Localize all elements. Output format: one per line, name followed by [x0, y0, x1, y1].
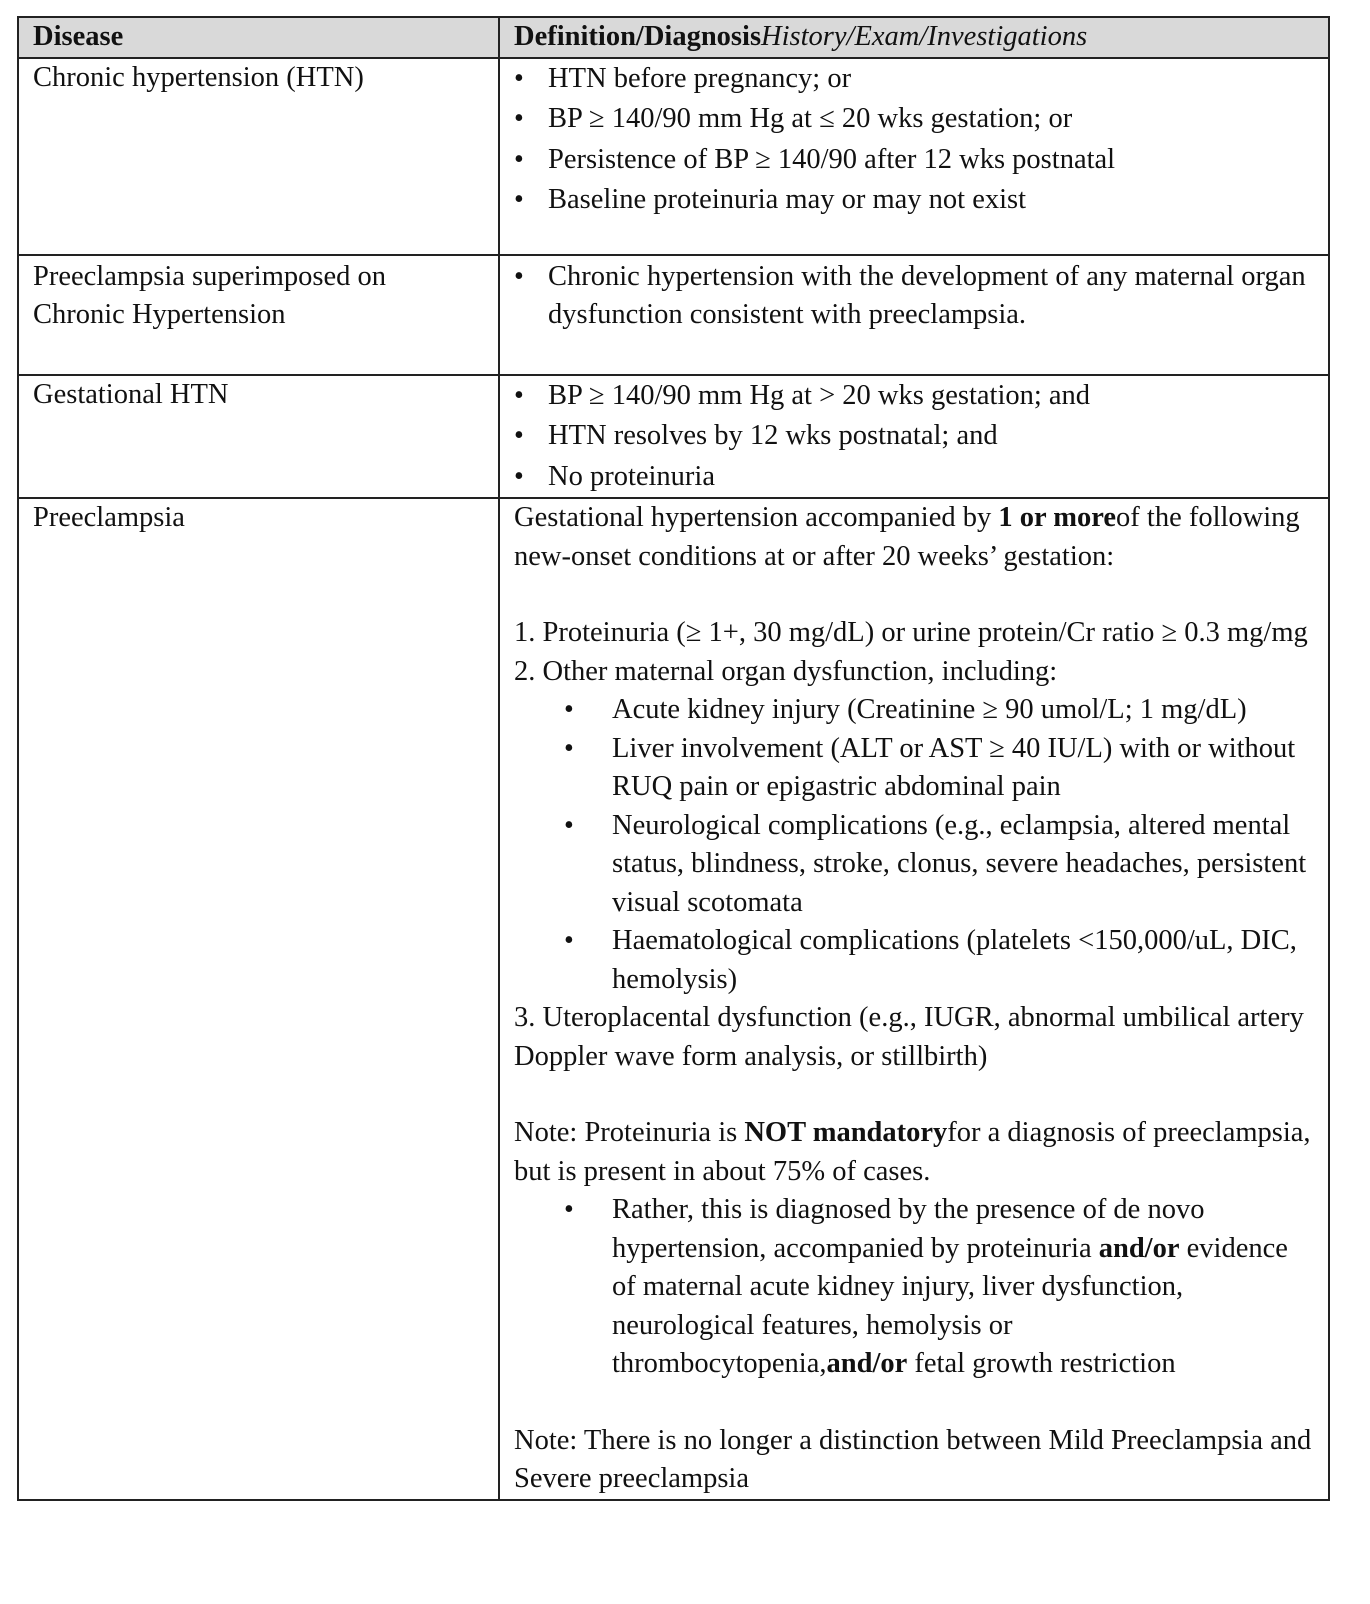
list-item: • Haematological complications (platelets <150,000/uL, DIC, hemolysis) [514, 922, 1314, 999]
note-text: evidence of maternal acute kidney injury, liver dysfunction, neurological features, hemolysis or thrombocytopenia, [612, 1232, 1288, 1379]
list-item [514, 1191, 1314, 1384]
definition-cell [499, 498, 1329, 1500]
header-definition [499, 17, 1329, 58]
disease-cell [18, 375, 499, 499]
list-item: • BP ≥ 140/90 mm Hg at ≤ 20 wks gestation; or [514, 99, 1314, 140]
criteria-list [514, 256, 1314, 335]
table-row [18, 58, 1329, 255]
note-list [514, 1191, 1314, 1384]
definition-cell [499, 255, 1329, 375]
list-item: • Baseline proteinuria may or may not exist [514, 180, 1314, 221]
disease-cell [18, 255, 499, 375]
note-text: Note: Proteinuria is [514, 1117, 745, 1148]
disease-name: Gestational HTN [33, 378, 229, 410]
criterion-proteinuria: 1. Proteinuria (≥ 1+, 30 mg/dL) or urine protein/Cr ratio ≥ 0.3 mg/mg [514, 617, 1308, 648]
note-classification: Note: There is no longer a distinction between Mild Preeclampsia and Severe preeclampsia [514, 1424, 1312, 1494]
list-item: • Persistence of BP ≥ 140/90 after 12 wks postnatal [514, 140, 1314, 181]
note-text: fetal growth restriction [907, 1348, 1176, 1379]
disease-name: Preeclampsia superimposed on Chronic Hypertension [33, 260, 386, 330]
list-item: • Chronic hypertension with the development of any maternal organ dysfunction consistent with preeclampsia. [514, 258, 1314, 335]
intro-text: of the following new-onset conditions at or after 20 weeks’ gestation: [514, 502, 1300, 572]
table-header-row [18, 17, 1329, 58]
list-item: • No proteinuria [514, 457, 1314, 498]
definition-cell [499, 375, 1329, 499]
criteria-list [514, 376, 1314, 498]
disease-name: Preeclampsia [33, 502, 185, 533]
list-item: • Liver involvement (ALT or AST ≥ 40 IU/L) with or without RUQ pain or epigastric abdominal pain [514, 730, 1314, 807]
list-item: • Neurological complications (e.g., eclampsia, altered mental status, blindness, stroke, clonus, severe headaches, persistent visual scotomata [514, 807, 1314, 923]
list-item: • BP ≥ 140/90 mm Hg at > 20 wks gestation; and [514, 376, 1314, 417]
note-emphasis: and/or [1098, 1232, 1180, 1264]
disease-cell [18, 498, 499, 1500]
criterion-organ-dysfunction: 2. Other maternal organ dysfunction, including: [514, 655, 1058, 687]
disease-cell [18, 58, 499, 255]
note-emphasis: and/or [826, 1348, 908, 1379]
table-row [18, 498, 1329, 1500]
header-history-label: History/Exam/Investigations [761, 21, 1088, 52]
note-proteinuria [514, 1114, 1314, 1191]
list-item: • Acute kidney injury (Creatinine ≥ 90 umol/L; 1 mg/dL) [514, 691, 1314, 730]
intro-emphasis: 1 or more [998, 502, 1117, 533]
header-disease [18, 17, 499, 58]
table-row [18, 255, 1329, 375]
list-item: • HTN before pregnancy; or [514, 59, 1314, 100]
criterion-uteroplacental: 3. Uteroplacental dysfunction (e.g., IUGR, abnormal umbilical artery Doppler wave form analysis, or stillbirth) [514, 1002, 1304, 1072]
list-item: • HTN resolves by 12 wks postnatal; and [514, 416, 1314, 457]
diagnosis-table [17, 16, 1330, 1501]
header-disease-label: Disease [33, 21, 124, 52]
table-row [18, 375, 1329, 499]
definition-cell [499, 58, 1329, 255]
intro-text: Gestational hypertension accompanied by [514, 502, 999, 533]
disease-name: Chronic hypertension (HTN) [33, 61, 364, 93]
note-text: for a diagnosis of preeclampsia, but is present in about 75% of cases. [514, 1117, 1311, 1187]
preeclampsia-intro [514, 499, 1314, 576]
header-definition-label: Definition/Diagnosis [514, 21, 762, 52]
criteria-list [514, 59, 1314, 221]
note-emphasis: NOT mandatory [744, 1117, 948, 1148]
note-text: Rather, this is diagnosed by the presence of de novo hypertension, accompanied by proteinuria [612, 1194, 1205, 1264]
organ-dysfunction-list [514, 691, 1314, 999]
